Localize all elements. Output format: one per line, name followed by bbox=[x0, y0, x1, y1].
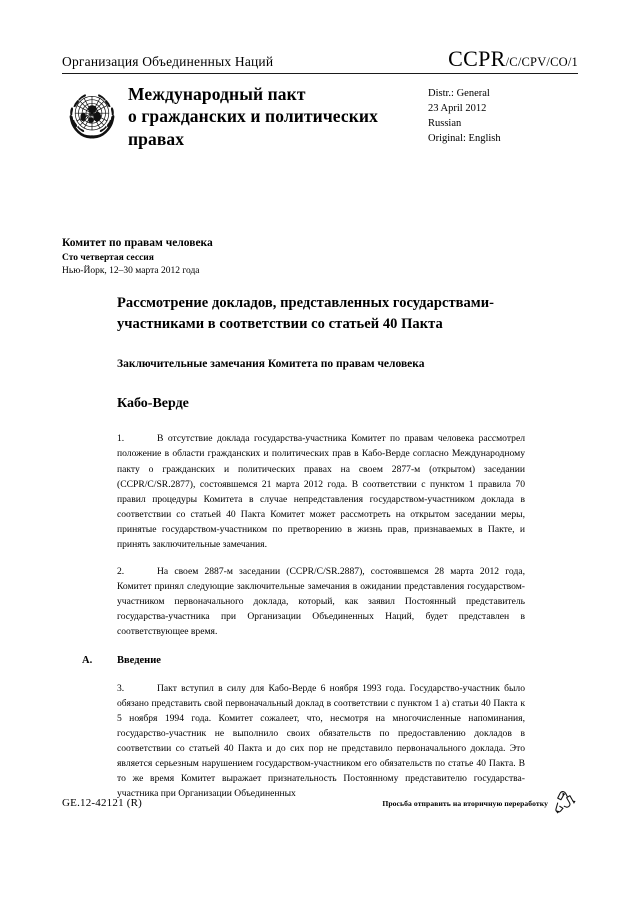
document-symbol bbox=[448, 48, 578, 70]
recycle-icon bbox=[552, 790, 578, 816]
paragraph-3 bbox=[117, 681, 525, 801]
paragraph-3-number: 3. bbox=[117, 682, 125, 694]
distribution-info bbox=[428, 83, 578, 147]
page-footer bbox=[62, 790, 578, 816]
section-heading-a bbox=[82, 654, 525, 669]
paragraph-2 bbox=[117, 564, 525, 639]
un-emblem-icon bbox=[62, 85, 122, 145]
masthead-top-row bbox=[62, 48, 578, 73]
document-subtitle: Заключительные замечания Комитета по правам человека bbox=[117, 358, 425, 371]
paragraph-1-text: В отсутствие доклада государства-участника Комитет по правам человека рассмотрел положение в области гражданских и политических прав в Кабо-Верде согласно Международному пакту о гражданских и политических правах на своем 2877-м (открытом) заседании (CCPR/C/SR.2877), состоявшемся 21 марта 2012 года. В соответствии с пунктом 1 правила 70 правил процедуры Комитета в случае непредставления государством-участником доклада в соответствии со статьей 40 Пакта Комитет может рассмотреть на открытом заседании меры, принятые государством-участником по претворению в жизнь прав, признаваемых в Пакте, и принять заключительные замечания. bbox=[117, 433, 525, 550]
recycle-notice bbox=[382, 790, 578, 816]
distribution-date: 23 April 2012 bbox=[428, 102, 487, 114]
job-number: GE.12-42121 (R) bbox=[62, 797, 142, 809]
distribution-type: Distr.: General bbox=[428, 88, 490, 99]
treaty-title bbox=[128, 83, 428, 150]
committee-block bbox=[62, 236, 578, 279]
committee-session: Сто четвертая сессия bbox=[62, 252, 154, 263]
paragraph-2-text: На своем 2887-м заседании (CCPR/C/SR.2887), состоявшемся 28 марта 2012 года, Комитет принял следующие заключительные замечания в ожидании представления государством-участником первоначального доклада, который, как заявил Постоянный представитель государства-участника при Организации Объединенных Наций, будет представлен в соответствующее время. bbox=[117, 565, 525, 637]
paragraph-1 bbox=[117, 431, 525, 551]
country-heading: Кабо-Верде bbox=[117, 396, 189, 412]
paragraph-3-text: Пакт вступил в силу для Кабо-Верде 6 ноября 1993 года. Государство-участник было обязано представить свой первоначальный доклад в соответствии с пунктом 1 a) статьи 40 Пакта к 5 ноября 1994 года. Комитет сожалеет, что, несмотря на многочисленные напоминания, государство-участник не выполнило своих обязательств по предоставлению докладов в соответствии со статьей 40 Пакта и до сих пор не представило первоначального доклада. Это является серьезным нарушением государством-участником его обязательств по статье 40 Пакта. В то же время Комитет выражает признательность Постоянному представителю государства-участника при Организации Объединенных bbox=[117, 682, 525, 800]
treaty-title-line-2: о гражданских и политических bbox=[128, 106, 378, 127]
distribution-original: Original: English bbox=[428, 132, 501, 144]
paragraph-2-number: 2. bbox=[117, 565, 125, 577]
committee-place-dates: Нью-Йорк, 12–30 марта 2012 года bbox=[62, 265, 200, 276]
treaty-title-line-1: Международный пакт bbox=[128, 84, 306, 104]
treaty-title-line-3: правах bbox=[128, 128, 185, 149]
section-title-introduction: Введение bbox=[117, 655, 161, 667]
document-symbol-main: CCPR bbox=[448, 46, 506, 71]
masthead bbox=[62, 48, 578, 150]
masthead-body-row bbox=[62, 74, 578, 150]
distribution-language: Russian bbox=[428, 117, 462, 129]
emblem-cell bbox=[62, 83, 128, 145]
document-content bbox=[82, 293, 525, 801]
recycle-text: Просьба отправить на вторичную переработку bbox=[382, 798, 548, 808]
committee-name: Комитет по правам человека bbox=[62, 237, 213, 249]
document-symbol-suffix: /C/CPV/CO/1 bbox=[505, 55, 578, 69]
page-title: Рассмотрение докладов, представленных государствами-участниками в соответствии со статьей 40 Пакта bbox=[117, 295, 495, 332]
section-letter-a: A. bbox=[82, 655, 93, 667]
organization-name: Организация Объединенных Наций bbox=[62, 54, 274, 70]
paragraph-1-number: 1. bbox=[117, 433, 125, 445]
